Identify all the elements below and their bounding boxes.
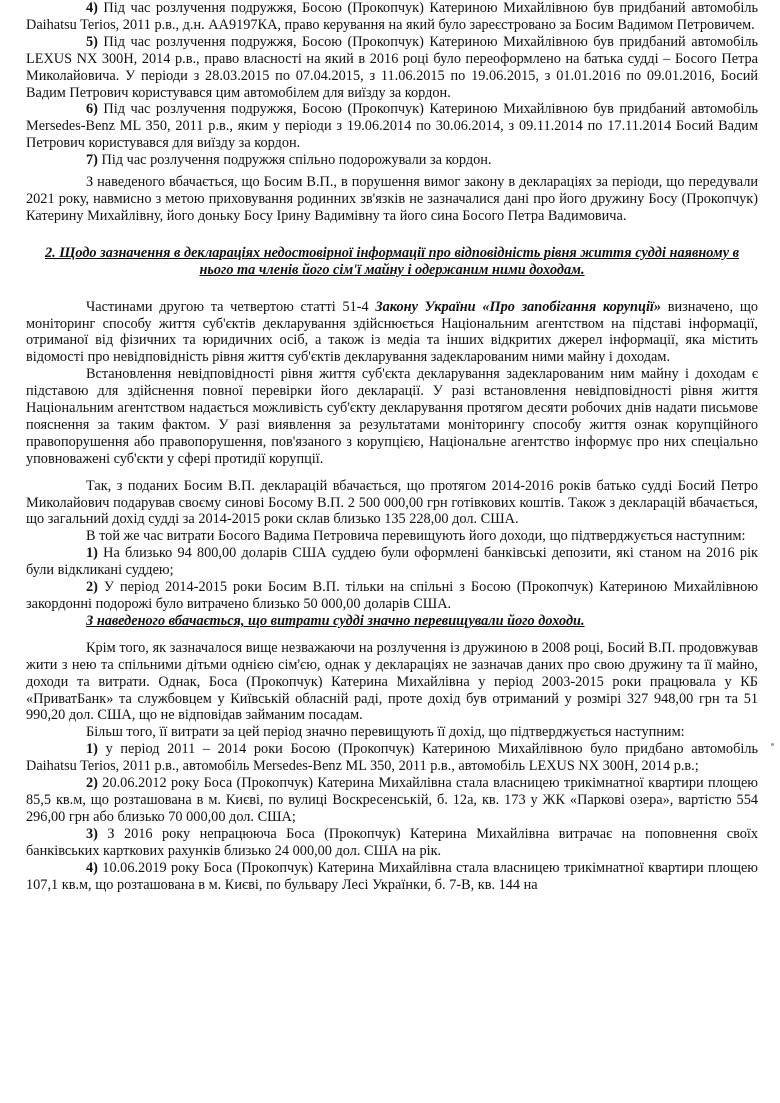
list-item: 2) У період 2014-2015 роки Босим В.П. тільки на спільні з Босою (Прокопчук) Катериною Михайлівною закордонні подорожі було витрачено близько 50 000,00 доларів США. bbox=[26, 579, 758, 612]
paragraph-wife-expenses: Більш того, її витрати за цей період значно перевищують її дохід, що підтверджується наступним: bbox=[86, 724, 685, 741]
list-item: 4) 10.06.2019 року Боса (Прокопчук) Катерина Михайлівна стала власницею трикімнатної квартири площею 107,1 кв.м, що розташована в м. Києві, по бульвару Лесі Українки, б. 7-В, кв. 144 на bbox=[26, 859, 758, 893]
list-item: 1) На близько 94 800,00 доларів США суддею були оформлені банківські депозити, які станом на 2016 рік були відкликані суддею; bbox=[26, 545, 758, 579]
paragraph-gifts: Так, з поданих Босим В.П. декларацій вбачається, що протягом 2014-2016 років батько судді Босий Петро Миколайович подарував своєму синові Босому В.П. 2 500 000,00 грн готівкових коштів. Також з декларацій вбачається, що загальний дохід судді за 2014-2015 роки склав близько 135 228,00 дол. США. bbox=[26, 477, 758, 528]
paragraph-expenses: В той же час витрати Босого Вадима Петровича перевищують його доходи, що підтверджується наступним: bbox=[86, 528, 746, 545]
list-item: 2) 20.06.2012 року Боса (Прокопчук) Катерина Михайлівна стала власницею трикімнатної квартири площею 85,5 кв.м, що розташована в м. Києві, по вулиці Воскресенській, б. 12а, кв. 173 у ЖК «Паркові озера», вартістю 554 296,00 грн або близько 70 000,00 дол. США; bbox=[26, 775, 758, 825]
list-item: 5) Під час розлучення подружжя, Босою (Прокопчук) Катериною Михайлівною був придбаний автомобіль LEXUS NX 300H, 2014 р.в., право власності на який в 2016 році було переоформлено на батька судді – Босого Петра Миколайовича. У періоди з 28.03.2015 по 07.04.2015, з 11.06.2015 по 19.06.2015, з 01.01.2016 по 09.01.2016, Босий Вадим Петрович користувався цим автомобілем для виїзду за кордон. bbox=[26, 33, 758, 101]
paragraph-law-reference: Частинами другою та четвертою статті 51-4 Закону України «Про запобігання корупції» визначено, що моніторинг способу життя суб'єктів декларування здійснюється Національним агентством на підставі інформації, отриманої від фізичних та юридичних осіб, а також із медіа та інших відкритих джерел інформації, яка містить відомості про невідповідність рівня життя суб'єктів декларування задекларованим ними майну і доходам. bbox=[26, 298, 758, 366]
list-item: 7) Під час розлучення подружжя спільно подорожували за кордон. bbox=[86, 152, 492, 169]
list-item: 6) Під час розлучення подружжя, Босою (Прокопчук) Катериною Михайлівною був придбаний автомобіль Mersedes-Benz ML 350, 2011 р.в., яким у періоди з 19.06.2014 по 30.06.2014, з 09.11.2014 по 17.11.2014 Босий Вадим Петрович користувався для виїзду за кордон. bbox=[26, 101, 758, 152]
section-2-heading: 2. Щодо зазначення в деклараціях недостовірної інформації про відповідність рівня життя судді наявному в нього та членів його сім'ї майну і одержаним ними доходам. bbox=[44, 244, 739, 278]
scan-speck bbox=[771, 743, 774, 746]
paragraph-establishment: Встановлення невідповідності рівня життя суб'єкта декларування задекларованим ним майну і доходам є підставою для здійснення повної перевірки його декларації. У разі встановлення невідповідності рівня життя Національним агентством надається можливість суб'єкту декларування протягом десяти робочих днів надати письмове пояснення за таким фактом. У разі виявлення за результатами моніторингу способу життя ознак корупційного правопорушення або правопорушення, пов'язаного з корупцією, Національне агентство інформує про них спеціально уповноважені суб'єкти у сфері протидії корупції. bbox=[26, 366, 758, 467]
list-item: 1) у період 2011 – 2014 роки Босою (Прокопчук) Катериною Михайлівною було придбано автомобіль Daihatsu Terios, 2011 р.в., автомобіль Mersedes-Benz ML 350, 2011 р.в., автомобіль LEXUS NX 300H, 2014 р.в.; bbox=[26, 741, 758, 775]
conclusion-expenses-exceed-income: З наведеного вбачається, що витрати судді значно перевищували його доходи. bbox=[86, 612, 585, 629]
paragraph-conclusion-relatives: З наведеного вбачається, що Босим В.П., в порушення вимог закону в деклараціях за періоди, що передували 2021 року, навмисно з метою приховування родинних зв'язків не зазначалися дані про його дружину Босу (Прокопчук) Катерину Михайлівну, його доньку Босу Ірину Вадимівну та його сина Босого Петра Вадимовича. bbox=[26, 174, 758, 224]
list-item: 3) З 2016 року непрацююча Боса (Прокопчук) Катерина Михайлівна витрачає на поповнення своїх банківських карткових рахунків близько 24 000,00 дол. США на рік. bbox=[26, 825, 758, 859]
paragraph-moreover: Крім того, як зазначалося вище незважаючи на розлучення із дружиною в 2008 році, Босий В.П. продовжував жити з нею та спільними дітьми однією сім'єю, однак у деклараціях не зазначав даних про свою дружину та її майно, доходи та витрати. Однак, Боса (Прокопчук) Катерина Михайлівна у період 2003-2015 роки працювала у КБ «ПриватБанк» та службовцем у Київській обласній раді, проте дохід був отриманий у розмірі 327 948,00 грн та 51 990,20 дол. США, що не відповідав займаним посадам. bbox=[26, 639, 758, 724]
law-title: Закону України «Про запобігання корупції» bbox=[375, 298, 662, 315]
list-item: 4) Під час розлучення подружжя, Босою (Прокопчук) Катериною Михайлівною був придбаний автомобіль Daihatsu Terios, 2011 р.в., д.н. АА9197КА, право керування на який було зареєстровано за Босим Вадимом Петровичем. bbox=[26, 0, 758, 33]
